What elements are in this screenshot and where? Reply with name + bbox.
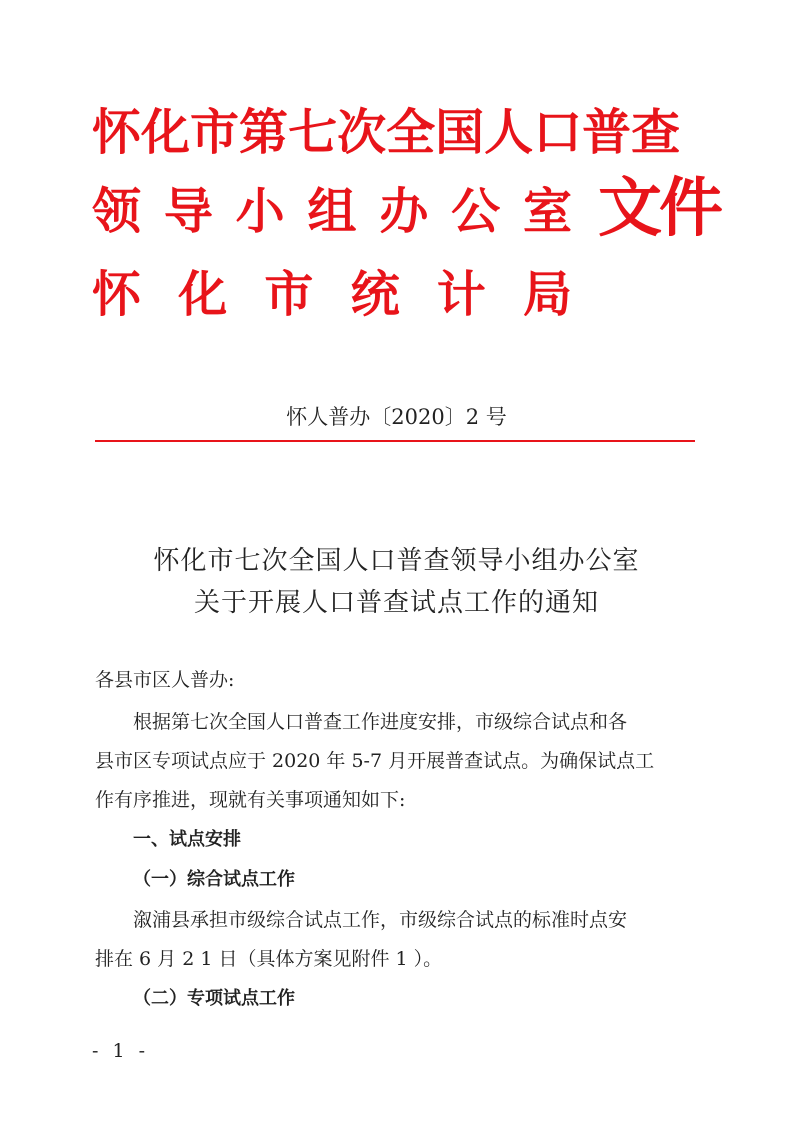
header-char: 怀 [92,266,142,323]
document-title-line-2: 关于开展人口普查试点工作的通知 [193,588,599,618]
header-char: 市 [264,266,314,323]
header-char: 口 [533,104,583,161]
header-char: 普 [582,104,632,161]
document-number: 怀人普办〔2020〕2 号 [286,405,507,429]
header-char: 小 [235,183,285,240]
header-char: 领 [92,183,142,240]
header-char: 市 [190,104,240,161]
header-char: 局 [522,266,572,323]
paragraph-line: 排在 6 月 2 1 日（具体方案见附件 1 ）。 [95,948,443,970]
subsection-heading: （一）综合试点工作 [133,869,295,890]
header-char: 国 [435,104,485,161]
header-issuer-line-1 [92,104,681,162]
header-char: 人 [484,104,534,161]
header-char: 公 [451,183,501,240]
header-char: 办 [379,183,429,240]
header-char: 化 [178,266,228,323]
header-issuer-line-2 [92,183,572,241]
header-char: 次 [337,104,387,161]
document-title-line-1: 怀化市七次全国人口普查领导小组办公室 [153,546,640,576]
header-char: 统 [350,266,400,323]
paragraph-line: 溆浦县承担市级综合试点工作，市级综合试点的标准时点安 [133,909,628,931]
header-char: 七 [288,104,338,161]
header-char: 第 [239,104,289,161]
paragraph-line: 县市区专项试点应于 2020 年 5-7 月开展普查试点。为确保试点工 [95,750,655,772]
page-number: - 1 - [92,1040,150,1062]
header-char: 室 [522,183,572,240]
header-char: 查 [631,104,681,161]
header-issuer-line-3 [92,266,572,324]
header-document-label: 文件 [598,171,720,246]
header-divider [95,440,695,442]
section-heading: 一、试点安排 [133,829,241,850]
subsection-heading: （二）专项试点工作 [133,988,295,1009]
paragraph-line: 作有序推进，现就有关事项通知如下: [95,789,406,811]
paragraph-line: 根据第七次全国人口普查工作进度安排，市级综合试点和各 [133,711,628,733]
header-char: 计 [436,266,486,323]
header-char: 化 [141,104,191,161]
header-char: 全 [386,104,436,161]
header-char: 导 [163,183,213,240]
header-char: 怀 [92,104,142,161]
salutation: 各县市区人普办: [95,669,235,691]
header-char: 组 [307,183,357,240]
